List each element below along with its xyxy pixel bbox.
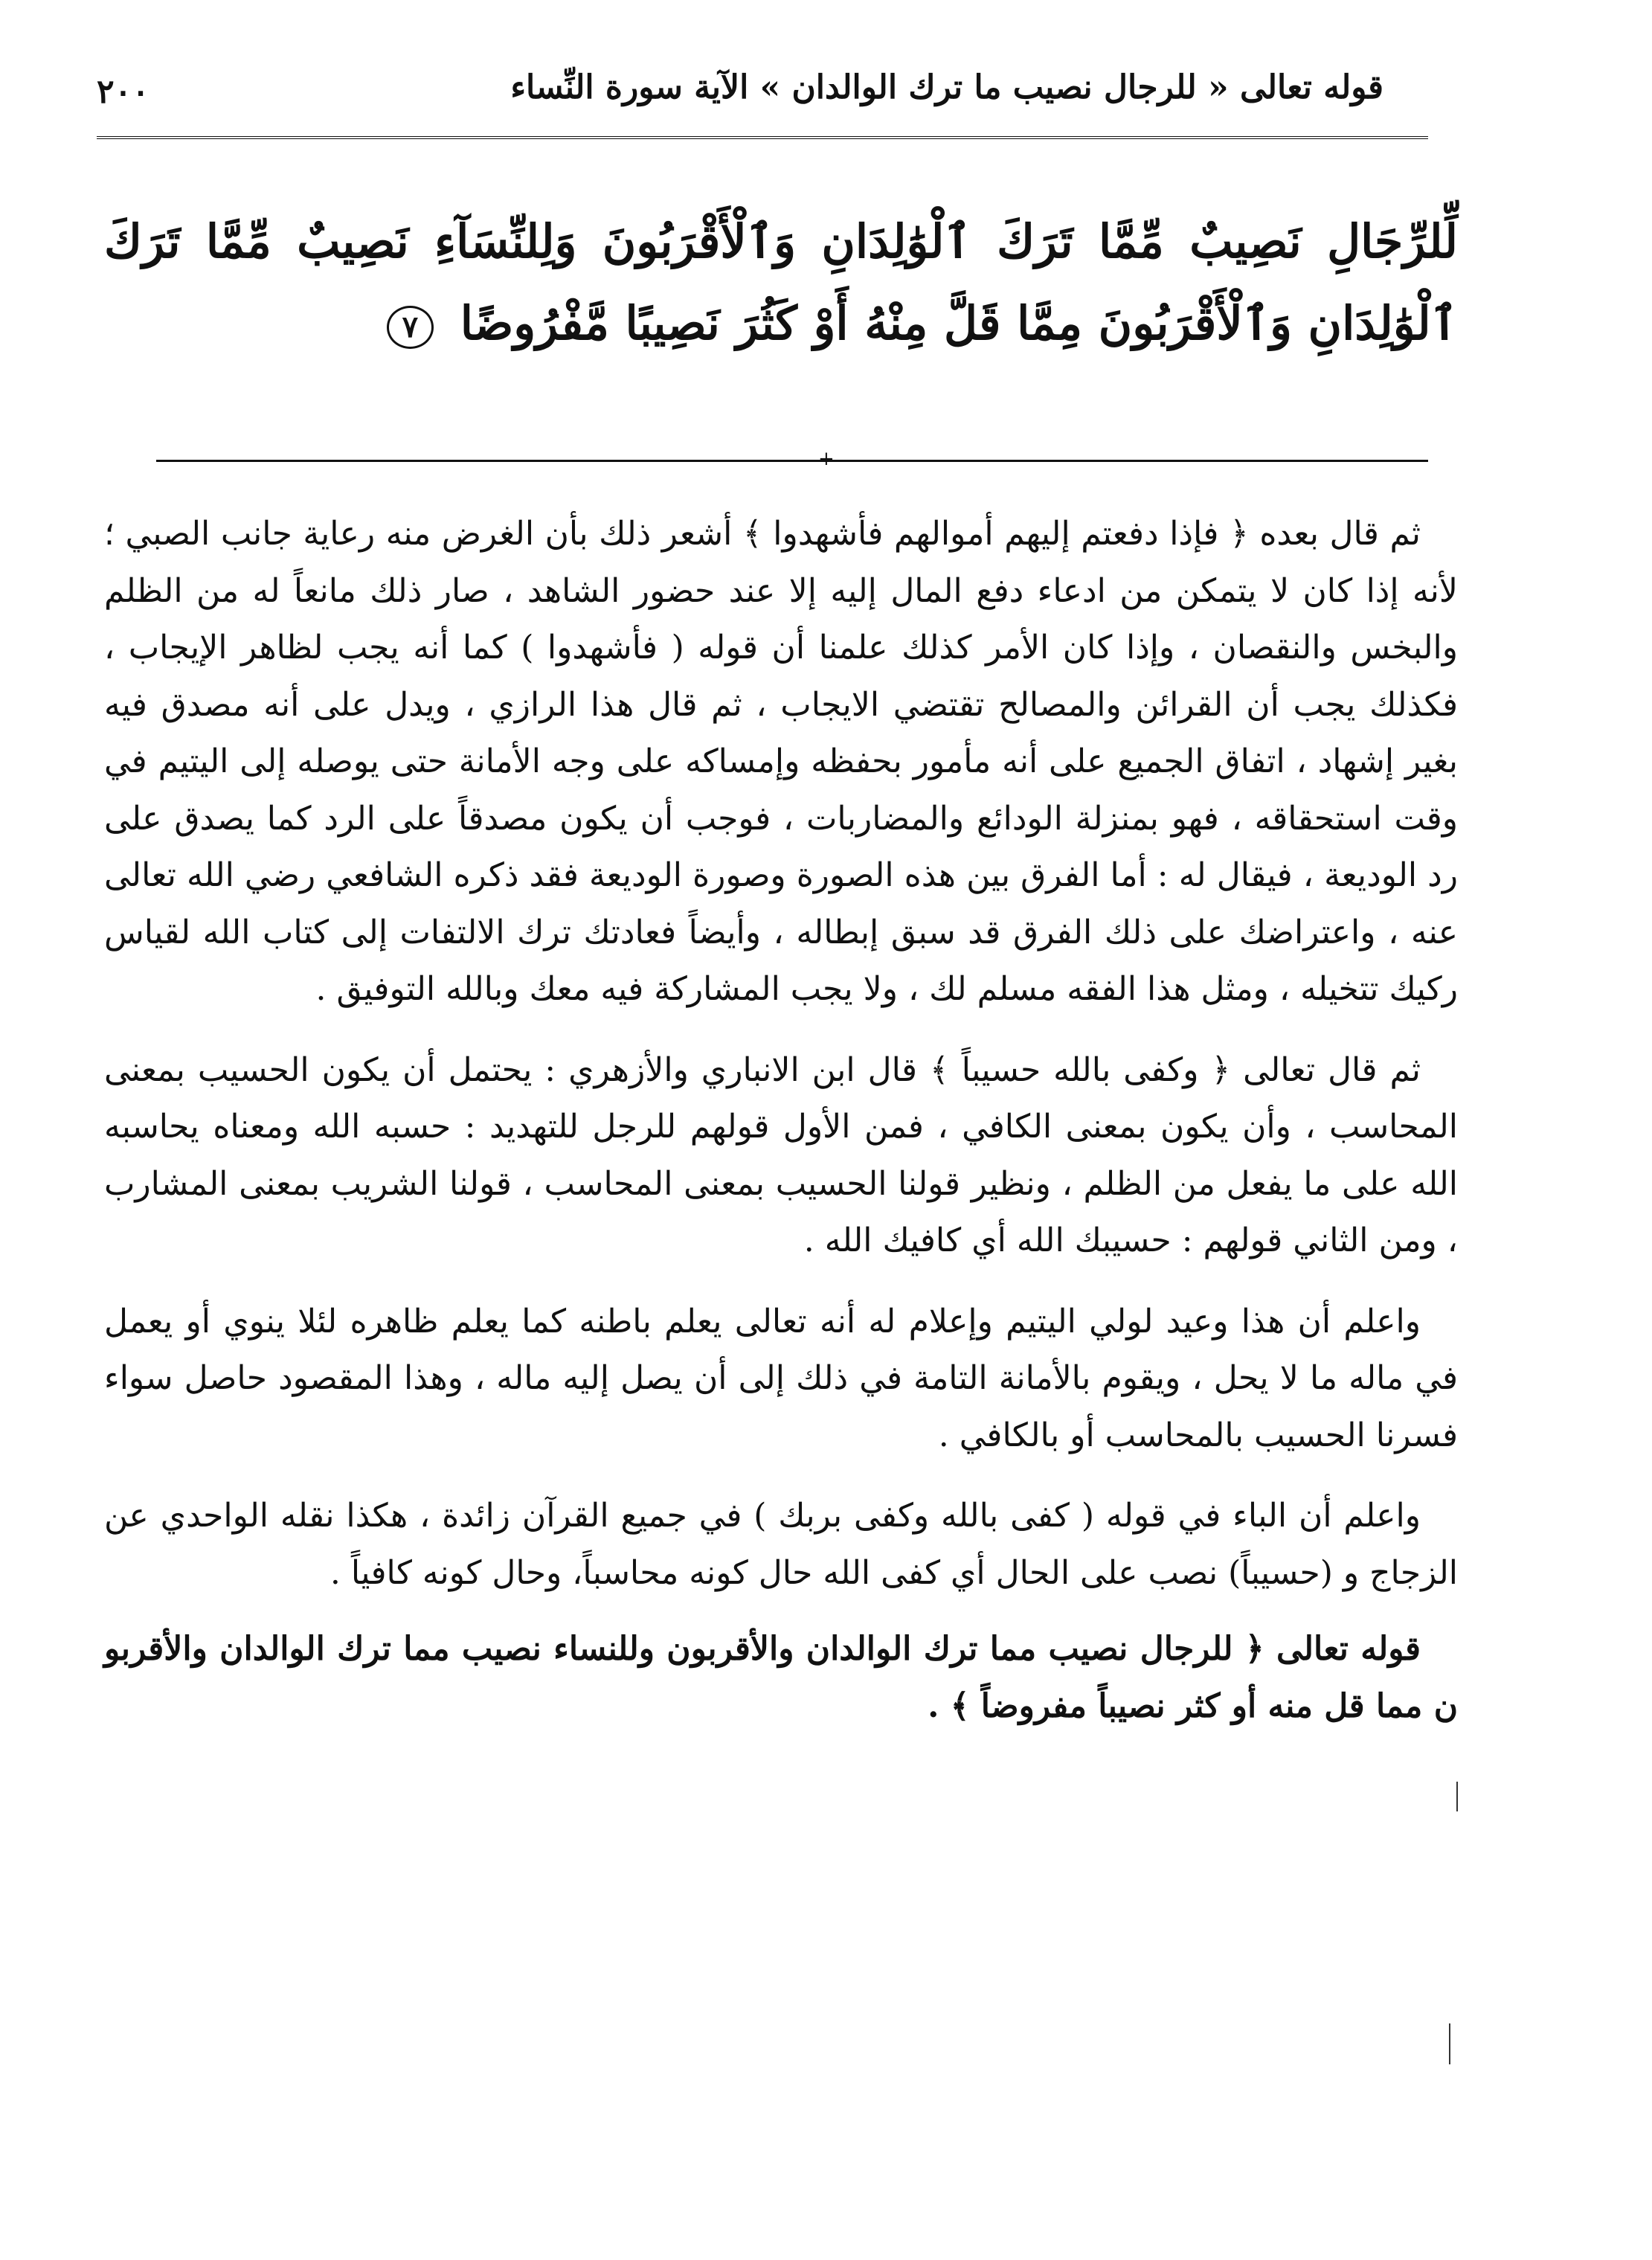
quran-verse [104,201,1458,365]
paragraph-5: قوله تعالى ﴿ للرجال نصيب مما ترك الوالدان والأقربون وللنساء نصيب مما ترك الوالدان والأقربو ن مما قل منه أو كثر نصيباً مفروضاً ﴾ . [104,1630,1458,1725]
ayah-number-marker: ٧ [387,306,434,349]
header-rule [97,136,1428,139]
margin-mark [1456,1782,1458,1811]
verse-text: لِّلرِّجَالِ نَصِيبٌ مِّمَّا تَرَكَ ٱلْوَٰلِدَانِ وَٱلْأَقْرَبُونَ وَلِلنِّسَآءِ نَصِيبٌ مِّمَّا تَرَكَ ٱلْوَٰلِدَانِ وَٱلْأَقْرَبُونَ مِمَّا قَلَّ مِنْهُ أَوْ كَثُرَ نَصِيبًا مَّفْرُوضًا [104,214,1458,350]
header-title: قوله تعالى « للرجال نصيب ما ترك الوالدان » الآية سورة النِّساء [510,68,1383,106]
page-number: ٢٠٠ [97,73,150,111]
verse-divider-ornament: + [818,448,835,470]
paragraph-3: واعلم أن هذا وعيد لولي اليتيم وإعلام له أنه تعالى يعلم باطنه كما يعلم ظاهره لئلا ينوي أو يعمل في ماله ما لا يحل ، ويقوم بالأمانة التامة في ذلك إلى أن يصل إليه ماله ، وهذا المقصود حاصل سواء فسرنا الحسيب بالمحاسب أو بالكافي . [104,1302,1458,1454]
verse-divider [156,460,1428,462]
paragraph-1: ثم قال بعده ﴿ فإذا دفعتم إليهم أموالهم فأشهدوا ﴾ أشعر ذلك بأن الغرض منه رعاية جانب الصبي ؛ لأنه إذا كان لا يتمكن من ادعاء دفع المال إليه إلا عند حضور الشاهد ، صار ذلك مانعاً له من الظلم والبخس والنقصان ، وإذا كان الأمر كذلك علمنا أن قوله ( فأشهدوا ) كما أنه يجب لظاهر الإيجاب ، فكذلك يجب أن القرائن والمصالح تقتضي الايجاب ، ثم قال هذا الرازي ، ويدل على أنه مصدق فيه بغير إشهاد ، اتفاق الجميع على أنه مأمور بحفظه وإمساكه على وجه الأمانة حتى يوصله إلى اليتيم في وقت استحقاقه ، فهو بمنزلة الودائع والمضاربات ، فوجب أن يكون مصدقاً على الرد كما يصدق على رد الوديعة ، فيقال له : أما الفرق بين هذه الصورة وصورة الوديعة فقد ذكره الشافعي رضي الله تعالى عنه ، واعتراضك على ذلك الفرق قد سبق إبطاله ، وأيضاً فعادتك ترك الالتفات إلى كتاب الله لقياس ركيك تتخيله ، ومثل هذا الفقه مسلم لك ، ولا يجب المشاركة فيه معك وبالله التوفيق . [104,515,1458,1008]
paragraph-2: ثم قال تعالى ﴿ وكفى بالله حسيباً ﴾ قال ابن الانباري والأزهري : يحتمل أن يكون الحسيب بمعنى المحاسب ، وأن يكون بمعنى الكافي ، فمن الأول قولهم للرجل للتهديد : حسبه الله ومعناه يحاسبه الله على ما يفعل من الظلم ، ونظير قولنا الحسيب بمعنى المحاسب ، قولنا الشريب بمعنى المشارب ، ومن الثاني قولهم : حسيبك الله أي كافيك الله . [104,1050,1458,1259]
paragraph-4: واعلم أن الباء في قوله ( كفى بالله وكفى بربك ) في جميع القرآن زائدة ، هكذا نقله الواحدي عن الزجاج و (حسيباً) نصب على الحال أي كفى الله حال كونه محاسباً، وحال كونه كافياً . [104,1497,1458,1592]
running-header [97,68,1383,128]
commentary-body [104,506,1458,1759]
margin-mark [1449,2023,1450,2064]
